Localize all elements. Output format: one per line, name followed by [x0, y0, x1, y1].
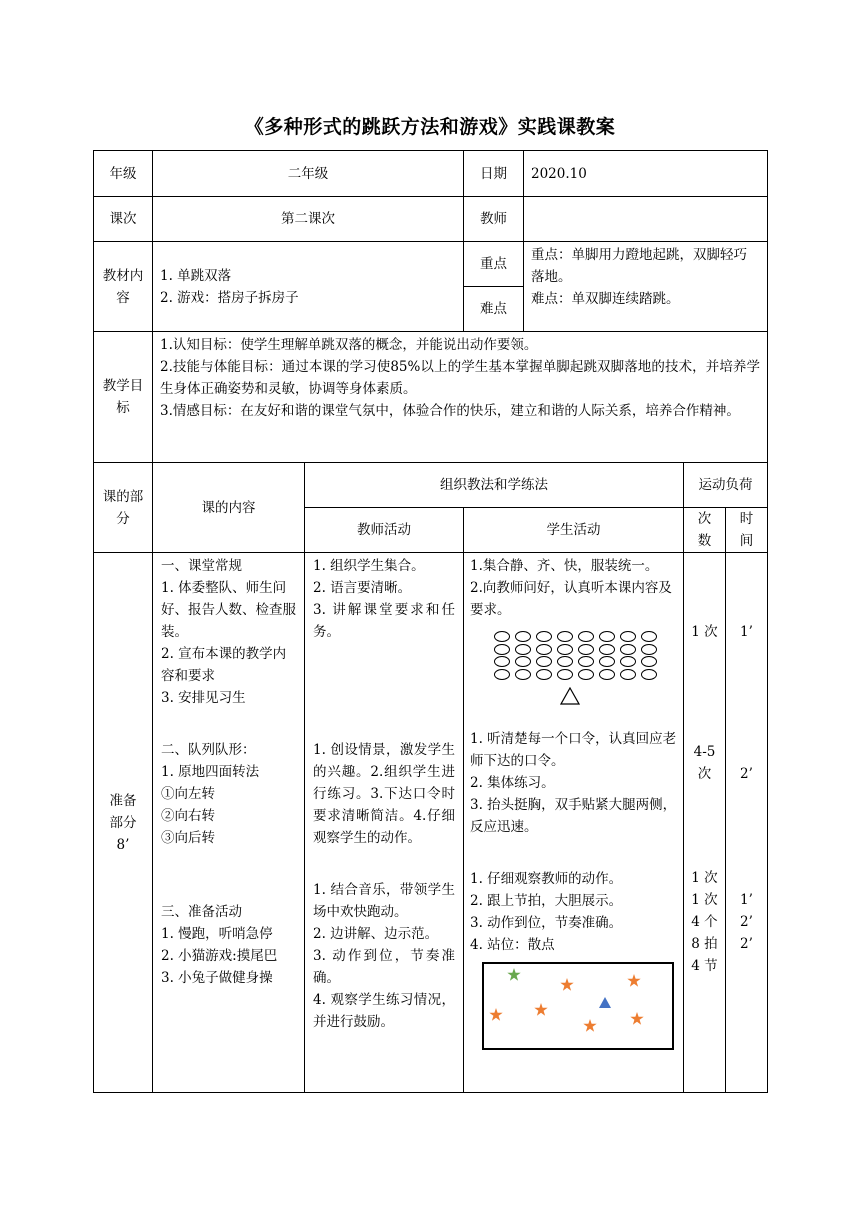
prep-part-cell: [94, 553, 153, 1093]
student-activity-header: 学生活动: [464, 508, 684, 553]
student-line: 4. 站位：散点: [470, 937, 555, 953]
date-value: 2020.10: [524, 151, 768, 197]
time-value: 1’: [740, 892, 753, 908]
content-line: ②向右转: [161, 808, 215, 824]
orange-star-icon: [627, 974, 640, 987]
teacher-line: 2. 语言要清晰。: [313, 580, 412, 596]
orange-star-icon: [560, 978, 573, 991]
count-value: 1 次: [691, 892, 718, 908]
count-value: 1 次: [691, 624, 718, 640]
student-line: 2.向教师问好，认真听本课内容及要求。: [470, 580, 672, 618]
key-label: 重点: [464, 242, 524, 287]
content-line: 一、课堂常规: [161, 558, 242, 574]
teacher-line: 1. 结合音乐，带领学生场中欢快跑动。: [313, 882, 455, 920]
time-value: 2’: [740, 766, 753, 782]
org-header: 组织教法和学练法: [305, 463, 684, 508]
count-value: 8 拍: [691, 936, 718, 952]
content-line: ①向左转: [161, 786, 215, 802]
key-difficulty-text: [524, 242, 768, 332]
content-line: 2. 小猫游戏:摸尾巴: [161, 948, 278, 964]
content-line: 1. 体委整队、师生问好、报告人数、检查服装。: [161, 580, 296, 640]
grade-label: 年级: [94, 151, 153, 197]
part-header: 课的部分: [94, 463, 153, 553]
orange-star-icon: [630, 1012, 643, 1025]
lesson-plan-table: [93, 150, 768, 1093]
content-line: 3. 安排见习生: [161, 690, 246, 706]
lesson-value: 第二课次: [153, 197, 464, 242]
teacher-line: 4. 观察学生练习情况，并进行鼓励。: [313, 992, 455, 1030]
student-line: 1.集合静、齐、快，服装统一。: [470, 558, 659, 574]
key-text: 重点：单脚用力蹬地起跳，双脚轻巧落地。: [531, 247, 747, 285]
orange-star-icon: [534, 1003, 547, 1016]
date-label: 日期: [464, 151, 524, 197]
student-line: 3. 动作到位，节奏准确。: [470, 915, 623, 931]
teacher-line: 3. 讲解课堂要求和任务。: [313, 602, 455, 640]
count-value: 4 节: [691, 958, 718, 974]
scatter-formation-diagram: [482, 962, 674, 1050]
teacher-line: 3. 动作到位，节奏准确。: [313, 948, 455, 986]
green-star-icon: [507, 968, 520, 981]
count-value: 4 个: [691, 914, 718, 930]
count-header: 次数: [684, 508, 726, 553]
goals-text: [153, 332, 768, 463]
student-line: 2. 集体练习。: [470, 775, 555, 791]
time-value: 2’: [740, 936, 753, 952]
lesson-label: 课次: [94, 197, 153, 242]
count-value: 1 次: [691, 870, 718, 886]
content-item: 2. 游戏：搭房子拆房子: [160, 289, 299, 306]
prep-time: [726, 553, 768, 1093]
content-line: 1. 慢跑，听哨急停: [161, 926, 273, 942]
count-value: 4-5次: [693, 744, 716, 782]
student-line: 1. 仔细观察教师的动作。: [470, 871, 623, 887]
goal-item: 3.情感目标：在友好和谐的课堂气氛中，体验合作的快乐，建立和谐的人际关系，培养合作精神。: [160, 403, 740, 419]
orange-star-icon: [489, 1008, 502, 1021]
prep-teacher-activity: [305, 553, 464, 1093]
page-title: 《多种形式的跳跃方法和游戏》实践课教案: [244, 116, 616, 138]
teacher-line: 2. 边讲解、边示范。: [313, 926, 439, 942]
teacher-activity-header: 教师活动: [305, 508, 464, 553]
content-item: 1. 单跳双落: [160, 267, 232, 284]
time-value: 1’: [740, 624, 753, 640]
content-line: 2. 宣布本课的教学内容和要求: [161, 646, 287, 684]
student-line: 1. 听清楚每一个口令，认真回应老师下达的口令。: [470, 731, 677, 769]
goal-item: 1.认知目标：使学生理解单跳双落的概念，并能说出动作要领。: [160, 337, 538, 353]
teacher-line: 1. 创设情景，激发学生的兴趣。2.组织学生进行练习。3.下达口令时要求清晰简洁。4.仔细观察学生的动作。: [313, 742, 455, 846]
teacher-position-triangle-icon: [560, 687, 677, 712]
prep-part-label: 准备部分: [109, 792, 137, 831]
content-line: 三、准备活动: [161, 904, 242, 920]
content-line: 3. 小兔子做健身操: [161, 970, 273, 986]
blue-triangle-icon: [599, 997, 611, 1008]
time-value: 2’: [740, 914, 753, 930]
student-line: 2. 跟上节拍，大胆展示。: [470, 893, 623, 909]
teacher-line: 1. 组织学生集合。: [313, 558, 425, 574]
prep-count: [684, 553, 726, 1093]
teacher-label: 教师: [464, 197, 524, 242]
load-header: 运动负荷: [684, 463, 768, 508]
formation-diagram: [494, 631, 677, 681]
grade-value: 二年级: [153, 151, 464, 197]
prep-content: [153, 553, 305, 1093]
difficulty-text: 难点：单双脚连续踏跳。: [531, 291, 680, 307]
content-line: 1. 原地四面转法: [161, 764, 260, 780]
orange-star-icon: [583, 1019, 596, 1032]
content-line: 二、队列队形：: [161, 742, 256, 758]
goal-item: 2.技能与体能目标：通过本课的学习使85%以上的学生基本掌握单脚起跳双脚落地的技术，并培养学生身体正确姿势和灵敏，协调等身体素质。: [160, 359, 760, 397]
student-line: 3. 抬头挺胸，双手贴紧大腿两侧，反应迅速。: [470, 797, 677, 835]
teacher-value: [524, 197, 768, 242]
content-items: [153, 242, 464, 332]
content-header: 课的内容: [153, 463, 305, 553]
prep-student-activity: [464, 553, 684, 1093]
content-label: 教材内容: [94, 242, 153, 332]
content-line: ③向后转: [161, 830, 215, 846]
difficulty-label: 难点: [464, 287, 524, 332]
prep-part-time: 8’: [116, 836, 130, 853]
goals-label: 教学目标: [94, 332, 153, 463]
time-header: 时间: [726, 508, 768, 553]
